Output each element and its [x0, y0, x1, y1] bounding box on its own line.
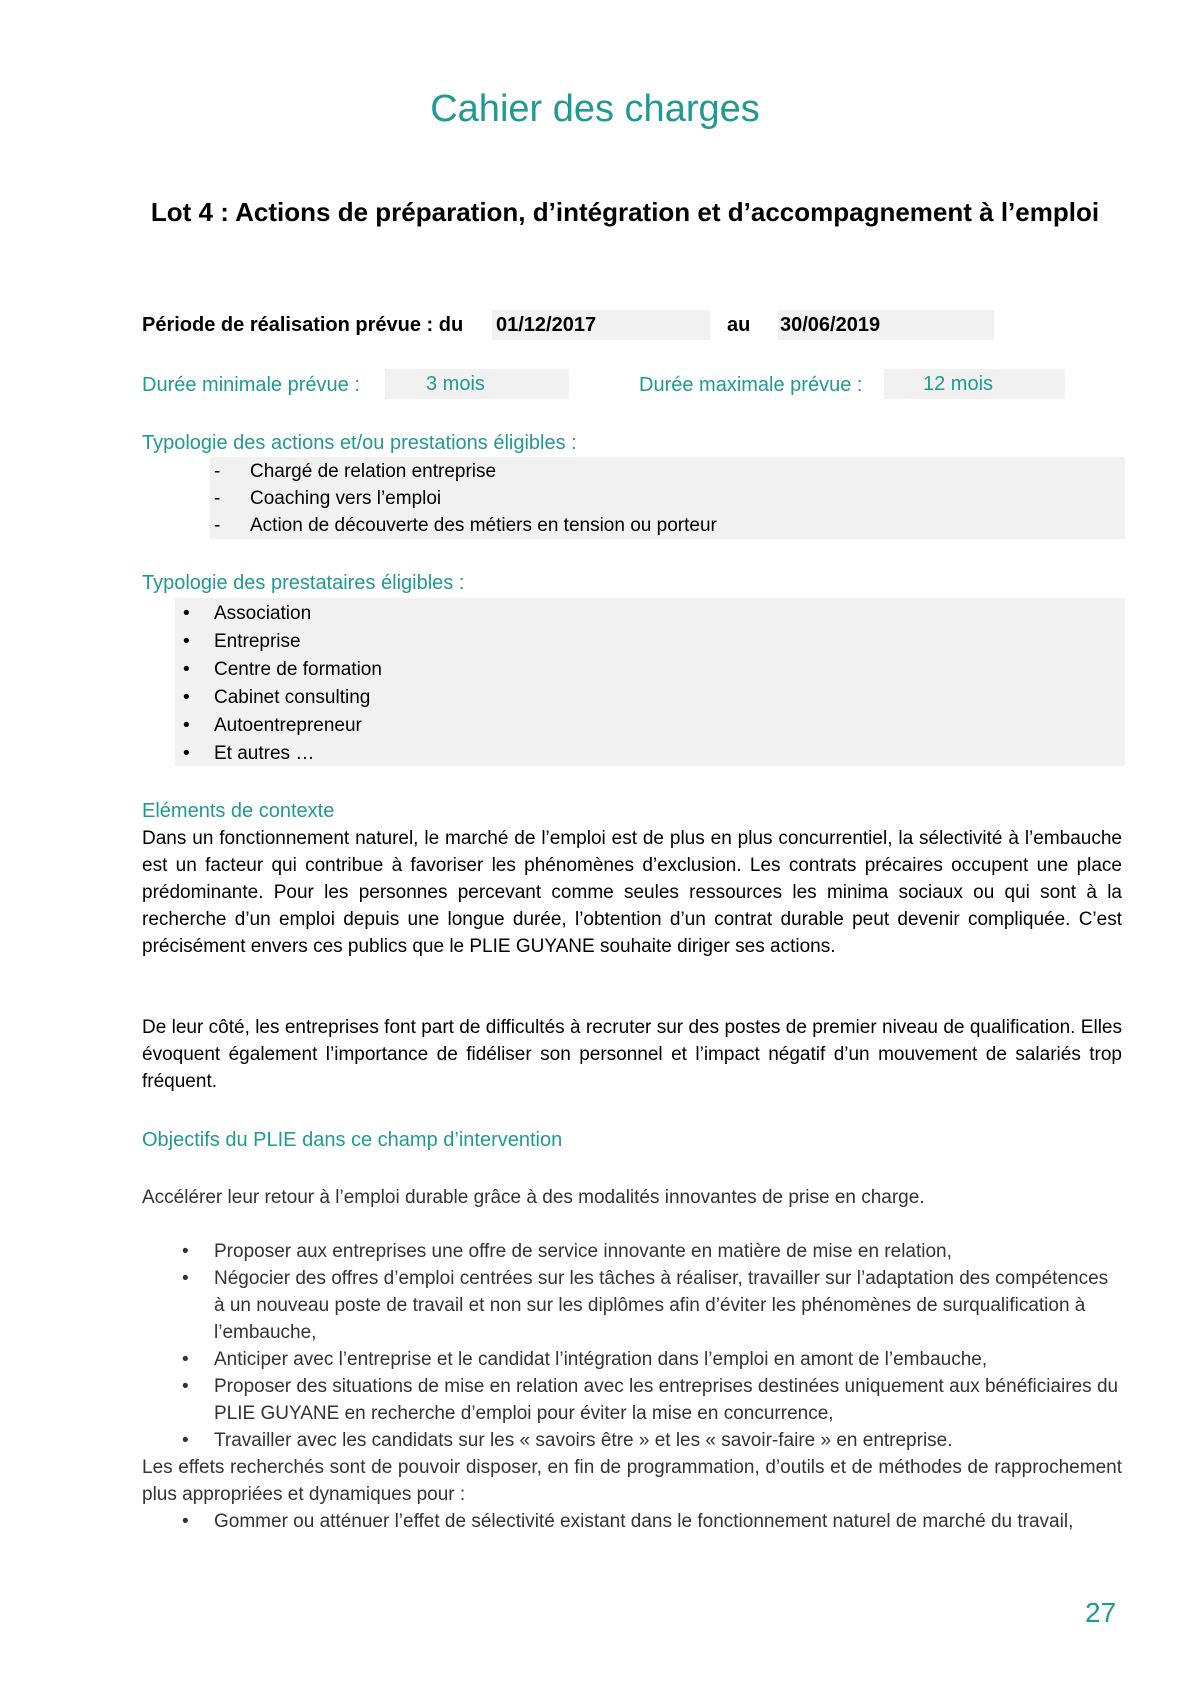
list-item: • Centre de formation	[183, 659, 382, 680]
duree-max-value: 12 mois	[923, 373, 994, 395]
contexte-heading: Eléments de contexte	[142, 800, 335, 822]
effets-list	[178, 1508, 1122, 1535]
periode-end-value: 30/06/2019	[780, 314, 881, 336]
list-item: • Autoentrepreneur	[183, 715, 362, 736]
list-item: • Anticiper avec l’entreprise et le candidat l’intégration dans l’emploi en amont de l’embauche,	[182, 1349, 988, 1370]
periode-connector: au	[727, 314, 751, 336]
list-item: • Proposer des situations de mise en relation avec les entreprises destinées uniquement aux bénéficiaires du PLIE GUYANE en recherche d’emploi pour éviter la mise en concurrence,	[182, 1376, 1119, 1424]
lot-heading: Lot 4 : Actions de préparation, d’intégration et d’accompagnement à l’emploi	[150, 197, 1100, 227]
list-item: • Travailler avec les candidats sur les « savoirs être » et les « savoir-faire » en entreprise.	[182, 1430, 953, 1451]
duree-max-label: Durée maximale prévue :	[639, 374, 863, 396]
periode-label: Période de réalisation prévue : du	[142, 314, 464, 336]
typologie-prestataires-list	[178, 600, 382, 768]
list-item: • Entreprise	[183, 631, 301, 652]
objectifs-list	[178, 1238, 1122, 1454]
periode-start-field[interactable]	[492, 310, 710, 340]
objectifs-intro: Accélérer leur retour à l’emploi durable grâce à des modalités innovantes de prise en charge.	[142, 1187, 925, 1208]
list-item: • Proposer aux entreprises une offre de service innovante en matière de mise en relation,	[182, 1241, 952, 1262]
duree-min-label: Durée minimale prévue :	[142, 374, 360, 396]
list-item: - Action de découverte des métiers en tension ou porteur	[214, 515, 717, 536]
duree-max-field[interactable]	[884, 369, 1065, 399]
duree-min-field[interactable]	[385, 369, 569, 399]
list-item: - Coaching vers l’emploi	[214, 488, 442, 509]
list-item: • Cabinet consulting	[183, 687, 371, 708]
page-number: 27	[1085, 1597, 1117, 1628]
list-item: • Association	[183, 603, 312, 624]
objectifs-heading: Objectifs du PLIE dans ce champ d’intervention	[142, 1129, 563, 1151]
duree-min-value: 3 mois	[426, 373, 485, 395]
periode-start-value: 01/12/2017	[496, 314, 597, 336]
typologie-actions-heading: Typologie des actions et/ou prestations éligibles :	[142, 432, 577, 454]
list-item: • Gommer ou atténuer l’effet de sélectivité existant dans le fonctionnement naturel de marché du travail,	[182, 1511, 1074, 1532]
periode-end-field[interactable]	[778, 310, 994, 340]
list-item: • Négocier des offres d’emploi centrées sur les tâches à réaliser, travailler sur l’adaptation des compétences à un nouveau poste de travail et non sur les diplômes afin d’éviter les phénomènes de surqualification à l’embauche,	[182, 1268, 1109, 1343]
document-title: Cahier des charges	[430, 88, 760, 130]
list-item: • Et autres …	[183, 743, 315, 764]
typologie-prestataires-heading: Typologie des prestataires éligibles :	[142, 572, 465, 594]
list-item: - Chargé de relation entreprise	[214, 461, 497, 482]
typologie-actions-list	[214, 458, 717, 539]
contexte-paragraph-1: Dans un fonctionnement naturel, le marché de l’emploi est de plus en plus concurrentiel, la sélectivité à l’embauche est un facteur qui contribue à favoriser les phénomènes d’exclusion. Les contrats précaires occupent une place prédominante. Pour les personnes percevant comme seules ressources les minima sociaux ou qui sont à la recherche d’un emploi depuis une longue durée, l’obtention d’un contrat durable peut devenir compliquée. C’est précisément envers ces publics que le PLIE GUYANE souhaite diriger ses actions.	[142, 828, 1122, 957]
contexte-paragraph-2: De leur côté, les entreprises font part de difficultés à recruter sur des postes de premier niveau de qualification. Elles évoquent également l’importance de fidéliser son personnel et l’impact négatif d’un mouvement de salariés trop fréquent.	[142, 1017, 1122, 1092]
effets-text: Les effets recherchés sont de pouvoir disposer, en fin de programmation, d’outils et de méthodes de rapprochement plus appropriées et dynamiques pour :	[142, 1457, 1122, 1505]
